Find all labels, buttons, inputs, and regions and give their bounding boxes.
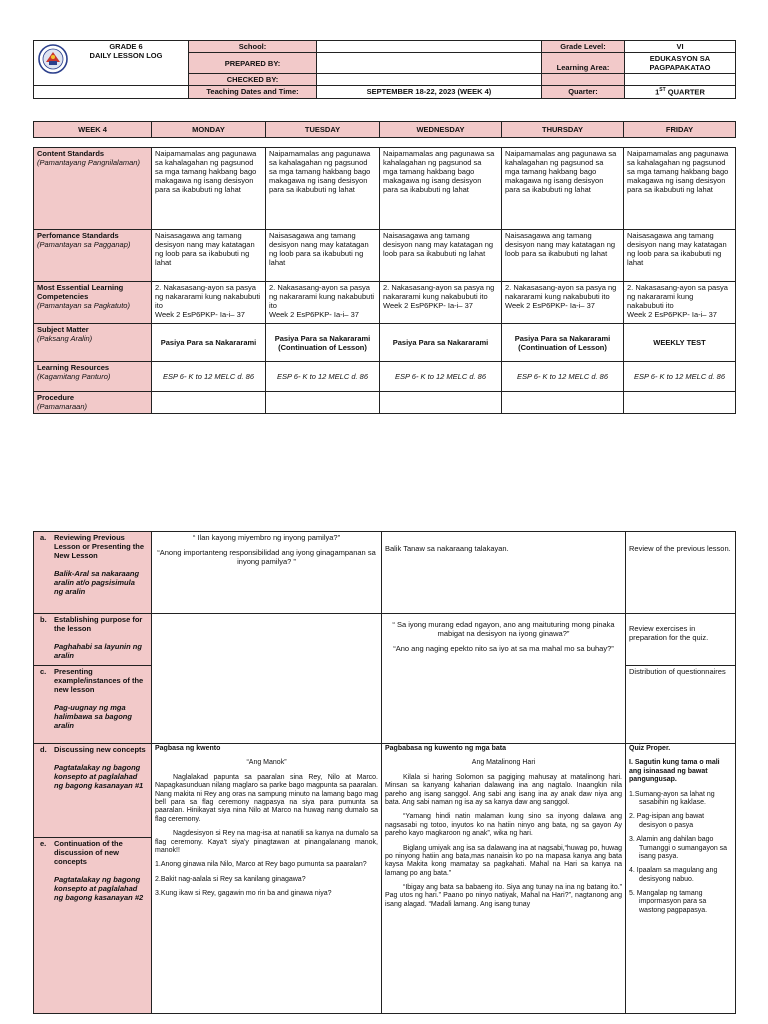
proc-c-label: c. Presenting example/instances of the new lesson Pag-uugnay ng mga halimbawa sa bagong aralin [34,666,152,744]
proc-a-col3: Review of the previous lesson. [626,532,736,614]
melc-mon: 2. Nakasasang-ayon sa pasya ng nakararami kung nakabubuti ito Week 2 EsP6PKP- Ia-i– 37 [152,282,266,324]
school-value [317,41,542,53]
proc-b-label: b. Establishing purpose for the lesson Paghahabi sa layunin ng aralin [34,614,152,666]
procedure-mon [152,392,266,414]
learning-area-value: EDUKASYON SA PAGPAPAKATAO [625,53,736,74]
grade-level-value: VI [625,41,736,53]
proc-a-col2: Balik Tanaw sa nakaraang talakayan. [382,532,626,614]
doc-type-title: DAILY LESSON LOG [89,51,163,60]
spacer [34,138,152,148]
proc-d-label: d. Discussing new concepts Pagtatalakay ng bagong konsepto at paglalahad ng bagong kasanayan #1 [34,744,152,838]
performance-standards-fri: Naisasagawa ang tamang desisyon nang may katatagan ng loob para sa ikabubuti ng lahat [624,230,736,282]
subject-matter-label: Subject Matter (Paksang Aralin) [34,324,152,362]
learning-resources-fri: ESP 6- K to 12 MELC d. 86 [624,362,736,392]
melc-thu: 2. Nakasasang-ayon sa pasya ng nakararami kung nakabubuti ito Week 2 EsP6PKP- Ia-i– 37 [502,282,624,324]
quarter-spacer-value [625,74,736,86]
subject-matter-fri: WEEKLY TEST [624,324,736,362]
proc-de-col3: Quiz Proper. I. Sagutin kung tama o mali ang isinasaad ng bawat pangungusap. 1.Sumang-ayon sa lahat ng sasabihin ng kaklase. 2. Pag-isipan ang bawat desisyon o pasya 3. Alamin ang dahilan bago Tumanggi o sumangayon sa isang pasya. 4. Ipaalam sa magulang ang desisyong nabuo. 5. Mangalap ng tamang impormasyon para sa wastong pagpapasya. [626,744,736,1014]
performance-standards-label: Perfomance Standards (Pamantayan sa Pagganap) [34,230,152,282]
melc-label: Most Essential Learning Competencies (Pamantayan sa Pagkatuto) [34,282,152,324]
header-table [33,40,736,99]
content-standards-fri: Naipamamalas ang pagunawa sa kahalagahan ng pagsunod sa mga tamang hakbang bago makagawa ng isang desisyon para sa ikabubuti ng lahat [624,148,736,230]
spacer [380,138,502,148]
prepared-value [317,53,542,74]
performance-standards-thu: Naisasagawa ang tamang desisyon nang may katatagan ng loob para sa ikabubuti ng lahat [502,230,624,282]
content-standards-wed: Naipamamalas ang pagunawa sa kahalagahan ng pagsunod sa mga tamang hakbang bago makagawa ng isang desisyon para sa ikabubuti ng lahat [380,148,502,230]
subject-matter-wed: Pasiya Para sa Nakararami [380,324,502,362]
proc-de-col2: Pagbabasa ng kuwento ng mga bata Ang Matalinong Hari Kilala si haring Solomon sa pagiging mahusay at matalinong hari. Minsan sa kanyang kaharian dalawang ina ang nagtalo. Inaangkin nila pareho ang isang sanggol. Ang sabi ang isang ina ay anak daw niya ang bata. Ang sabi naman ng isa ay sa kanya daw ang sanggol. “Yamang hindi natin malaman kung sino sa inyong dalawa ang nagsasabi ng totoo, inyutos ko na hatiin ninyo ang bata, ng sa gayon Ay pareho kayo magkaroon ng anak”, wika ng hari. Biglang umiyak ang isa sa dalawang ina at nagsabi,“huwag po, huwag po ninyong hatiin ang bata,mas nanaisin ko po na mapasa kanya ang bata kaysa Makita kong mamatay sa pagkahati. Mahal na Hari sa kanya na lamang po ang bata.” “Ibigay ang bata sa babaeng ito. Siya ang tunay na ina ng batang ito.” Pag utos ng hari.” Paano po ninyo natiyak, Mahal na Hari?”, nagtanong ang isang alagad. “Madali lamang. Ang isang tunay [382,744,626,1014]
learning-resources-wed: ESP 6- K to 12 MELC d. 86 [380,362,502,392]
quarter-label: Quarter: [542,86,625,99]
performance-standards-mon: Naisasagawa ang tamang desisyon nang may katatagan ng loob para sa ikabubuti ng lahat [152,230,266,282]
dates-value: SEPTEMBER 18-22, 2023 (WEEK 4) [317,86,542,99]
grade-title: GRADE 6 [109,42,143,51]
proc-de-col1: Pagbasa ng kwento “Ang Manok” Naglalakad papunta sa paaralan sina Rey, Nilo at Marco. Napagkasunduan nilang maglaro sa parke bago magpunta sa paaralan. Nang makita ni Rey ang oras na sampung minuto na lamang bago mag bell para sa flag ceremony nagpasya na siya para pumunta sa paaralan. Hinikayat siya nina Nilo at Marco na huwag nang dumalo sa flag ceremony. Nagdesisyon si Rey na mag-isa at nanatili sa kanya na dumalo sa flag ceremony. Kaya't siya'y pinagtawan at pinangalanang manok, manok!! 1.Anong ginawa nila Nilo, Marco at Rey bago pumunta sa paaralan? 2.Bakit nag-aalala si Rey sa kanilang ginagawa? 3.Kung ikaw si Rey, gagawin mo rin ba and ginawa niya? [152,744,382,1014]
procedure-fri [624,392,736,414]
learning-resources-tue: ESP 6- K to 12 MELC d. 86 [266,362,380,392]
spacer [624,138,736,148]
spacer [152,138,266,148]
title-cell [34,41,189,86]
col-friday: FRIDAY [624,122,736,138]
grade-level-label: Grade Level: [542,41,625,53]
proc-b-col3: Review exercises in preparation for the quiz. [626,614,736,666]
content-standards-thu: Naipamamalas ang pagunawa sa kahalagahan ng pagsunod sa mga tamang hakbang bago makagawa ng isang desisyon para sa ikabubuti ng lahat [502,148,624,230]
proc-c-col3: Distribution of questionnaires [626,666,736,744]
subject-matter-tue: Pasiya Para sa Nakararami (Continuation of Lesson) [266,324,380,362]
quarter-spacer [542,74,625,86]
title-cell-bottom [34,86,189,99]
dates-label: Teaching Dates and Time: [189,86,317,99]
procedure-thu [502,392,624,414]
checked-label: CHECKED BY: [189,74,317,86]
col-thursday: THURSDAY [502,122,624,138]
spacer [266,138,380,148]
content-standards-label: Content Standards (Pamantayang Pangnilalaman) [34,148,152,230]
school-label: School: [189,41,317,53]
melc-tue: 2. Nakasasang-ayon sa pasya ng nakararami kung nakabubuti ito Week 2 EsP6PKP- Ia-i– 37 [266,282,380,324]
performance-standards-wed: Naisasagawa ang tamang desisyon nang may katatagan ng loob para sa ikabubuti ng lahat [380,230,502,282]
col-week: WEEK 4 [34,122,152,138]
melc-fri: 2. Nakasasang-ayon sa pasya ng nakararami kung nakabubuti ito Week 2 EsP6PKP- Ia-i– 37 [624,282,736,324]
prepared-label: PREPARED BY: [189,53,317,74]
learning-area-label: Learning Area: [542,53,625,74]
subject-matter-thu: Pasiya Para sa Nakararami (Continuation of Lesson) [502,324,624,362]
melc-wed: 2. Nakasasang-ayon sa pasya ng nakararami kung nakabubuti ito Week 2 EsP6PKP- Ia-i– 37 [380,282,502,324]
proc-bc-col1 [152,614,382,744]
procedure-table [33,531,736,1014]
checked-value [317,74,542,86]
col-tuesday: TUESDAY [266,122,380,138]
proc-e-label: e. Continuation of the discussion of new concepts Pagtatalakay ng bagong konsepto at paglalahad ng bagong kasanayan #2 [34,838,152,1014]
learning-resources-label: Learning Resources (Kagamitang Panturo) [34,362,152,392]
procedure-label: Procedure (Pamamaraan) [34,392,152,414]
content-standards-mon: Naipamamalas ang pagunawa sa kahalagahan ng pagsunod sa mga tamang hakbang bago makagawa ng isang desisyon para sa ikabubuti ng lahat [152,148,266,230]
procedure-wed [380,392,502,414]
content-standards-tue: Naipamamalas ang pagunawa sa kahalagahan ng pagsunod sa mga tamang hakbang bago makagawa ng isang desisyon para sa ikabubuti ng lahat [266,148,380,230]
spacer [502,138,624,148]
proc-a-label: a. Reviewing Previous Lesson or Presenting the New Lesson Balik-Aral sa nakaraang aralin at/o pagsisimula ng aralin [34,532,152,614]
quarter-value: 1ST QUARTER [625,86,736,99]
learning-resources-thu: ESP 6- K to 12 MELC d. 86 [502,362,624,392]
learning-resources-mon: ESP 6- K to 12 MELC d. 86 [152,362,266,392]
performance-standards-tue: Naisasagawa ang tamang desisyon nang may katatagan ng loob para sa ikabubuti ng lahat [266,230,380,282]
proc-a-col1: “ Ilan kayong miyembro ng inyong pamilya?” “Anong importanteng responsibilidad ang iyong ginagampanan sa inyong pamilya? ” [152,532,382,614]
procedure-tue [266,392,380,414]
week-table [33,121,736,414]
proc-bc-col2: “ Sa iyong murang edad ngayon, ano ang maituturing mong pinaka mabigat na desisyon na iyong ginawa?” “Ano ang naging epekto nito sa iyo at sa ma mahal mo sa buhay?” [382,614,626,744]
col-monday: MONDAY [152,122,266,138]
col-wednesday: WEDNESDAY [380,122,502,138]
subject-matter-mon: Pasiya Para sa Nakararami [152,324,266,362]
